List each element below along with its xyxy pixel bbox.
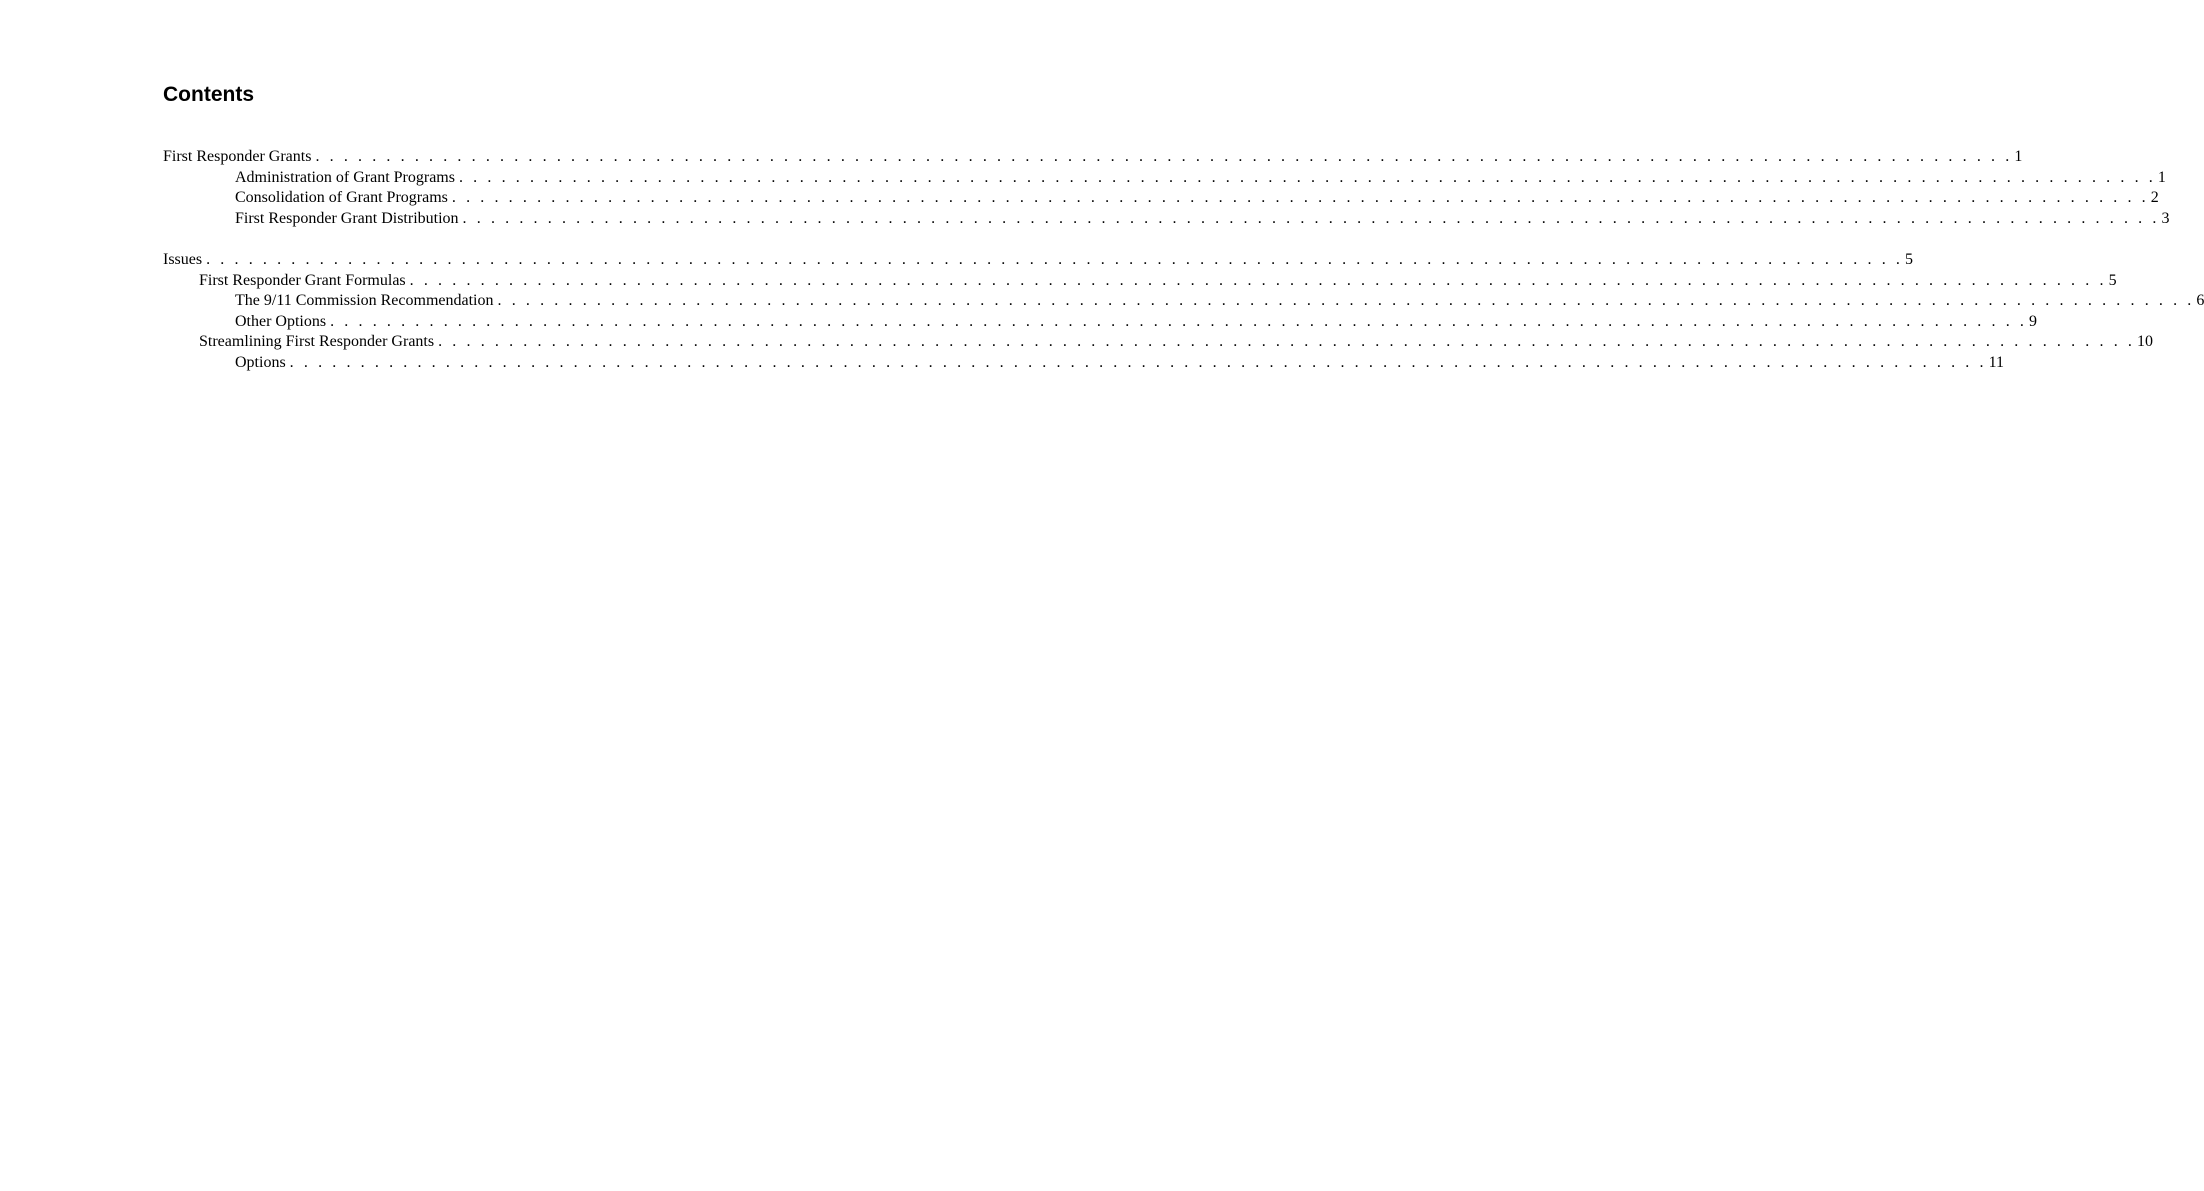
toc-entry-title: First Responder Grants bbox=[163, 148, 312, 165]
toc-dot-leader: . . . . . . . . . . . . . . . . . . . . . . . . . . . . . . . . . . . . . . . . . . . . . . . . . . . . . . . . . . . . . . . . . . . . . . . . . . . . . . . . . . . . . . . . . . . . . . . . . . . . . . . . . . . . . . . . . . . . . . . . bbox=[330, 312, 2028, 330]
toc-page-number: 6 bbox=[2196, 292, 2204, 309]
toc-entry-title: The 9/11 Commission Recommendation bbox=[235, 292, 494, 309]
toc-entry[interactable] bbox=[163, 271, 2117, 292]
toc-entry-title: Consolidation of Grant Programs bbox=[235, 189, 448, 206]
toc-dot-leader: . . . . . . . . . . . . . . . . . . . . . . . . . . . . . . . . . . . . . . . . . . . . . . . . . . . . . . . . . . . . . . . . . . . . . . . . . . . . . . . . . . . . . . . . . . . . . . . . . . . . . . . . . . . . . . . . . . . . . . . . bbox=[438, 333, 2135, 350]
toc-page-number: 11 bbox=[1988, 353, 2004, 371]
toc-entry-title: Options bbox=[235, 353, 286, 371]
toc-entry[interactable] bbox=[163, 209, 2170, 230]
toc-dot-leader: . . . . . . . . . . . . . . . . . . . . . . . . . . . . . . . . . . . . . . . . . . . . . . . . . . . . . . . . . . . . . . . . . . . . . . . . . . . . . . . . . . . . . . . . . . . . . . . . . . . . . . . . . . . . . . . . . . . . . . . . bbox=[458, 168, 2156, 186]
toc-page-number: 3 bbox=[2161, 209, 2170, 227]
toc-entry-title: Streamlining First Responder Grants bbox=[199, 333, 435, 350]
toc-page-number: 2 bbox=[2150, 189, 2159, 206]
toc-entry[interactable] bbox=[163, 188, 2159, 209]
toc-section bbox=[163, 147, 2170, 229]
toc-dot-leader: . . . . . . . . . . . . . . . . . . . . . . . . . . . . . . . . . . . . . . . . . . . . . . . . . . . . . . . . . . . . . . . . . . . . . . . . . . . . . . . . . . . . . . . . . . . . . . . . . . . . . . . . . . . . . . . . . . . . . . . . bbox=[206, 251, 1904, 268]
table-of-contents bbox=[163, 147, 2204, 394]
toc-entry-title: Other Options bbox=[235, 312, 327, 330]
toc-entry[interactable] bbox=[163, 332, 2153, 353]
toc-dot-leader: . . . . . . . . . . . . . . . . . . . . . . . . . . . . . . . . . . . . . . . . . . . . . . . . . . . . . . . . . . . . . . . . . . . . . . . . . . . . . . . . . . . . . . . . . . . . . . . . . . . . . . . . . . . . . . . . . . . . . . . . bbox=[497, 292, 2195, 309]
toc-page-number: 10 bbox=[2137, 333, 2153, 350]
toc-page-number: 5 bbox=[2108, 271, 2117, 289]
toc-entry-title: First Responder Grant Distribution bbox=[235, 209, 459, 227]
toc-page-number: 1 bbox=[2014, 148, 2023, 165]
toc-entry[interactable] bbox=[163, 250, 1914, 271]
toc-dot-leader: . . . . . . . . . . . . . . . . . . . . . . . . . . . . . . . . . . . . . . . . . . . . . . . . . . . . . . . . . . . . . . . . . . . . . . . . . . . . . . . . . . . . . . . . . . . . . . . . . . . . . . . . . . . . . . . . . . . . . . . . bbox=[315, 148, 2013, 165]
toc-dot-leader: . . . . . . . . . . . . . . . . . . . . . . . . . . . . . . . . . . . . . . . . . . . . . . . . . . . . . . . . . . . . . . . . . . . . . . . . . . . . . . . . . . . . . . . . . . . . . . . . . . . . . . . . . . . . . . . . . . . . . . . . bbox=[409, 271, 2107, 289]
toc-entry-title: Issues bbox=[163, 251, 203, 268]
toc-entry-title: First Responder Grant Formulas bbox=[199, 271, 406, 289]
toc-entry[interactable] bbox=[163, 312, 2038, 333]
toc-page-number: 9 bbox=[2029, 312, 2038, 330]
contents-heading: Contents bbox=[163, 83, 254, 106]
toc-page-number: 1 bbox=[2157, 168, 2166, 186]
toc-entry[interactable] bbox=[163, 147, 2023, 168]
toc-dot-leader: . . . . . . . . . . . . . . . . . . . . . . . . . . . . . . . . . . . . . . . . . . . . . . . . . . . . . . . . . . . . . . . . . . . . . . . . . . . . . . . . . . . . . . . . . . . . . . . . . . . . . . . . . . . . . . . . . . . . . . . . bbox=[462, 209, 2160, 227]
toc-dot-leader: . . . . . . . . . . . . . . . . . . . . . . . . . . . . . . . . . . . . . . . . . . . . . . . . . . . . . . . . . . . . . . . . . . . . . . . . . . . . . . . . . . . . . . . . . . . . . . . . . . . . . . . . . . . . . . . . . . . . . . . . bbox=[289, 353, 1987, 371]
toc-section bbox=[163, 250, 2204, 373]
toc-entry-title: Administration of Grant Programs bbox=[235, 168, 455, 186]
toc-dot-leader: . . . . . . . . . . . . . . . . . . . . . . . . . . . . . . . . . . . . . . . . . . . . . . . . . . . . . . . . . . . . . . . . . . . . . . . . . . . . . . . . . . . . . . . . . . . . . . . . . . . . . . . . . . . . . . . . . . . . . . . . bbox=[451, 189, 2149, 206]
toc-entry[interactable] bbox=[163, 168, 2166, 189]
toc-entry[interactable] bbox=[163, 353, 2004, 374]
toc-page-number: 5 bbox=[1905, 251, 1914, 268]
toc-entry[interactable] bbox=[163, 291, 2204, 312]
